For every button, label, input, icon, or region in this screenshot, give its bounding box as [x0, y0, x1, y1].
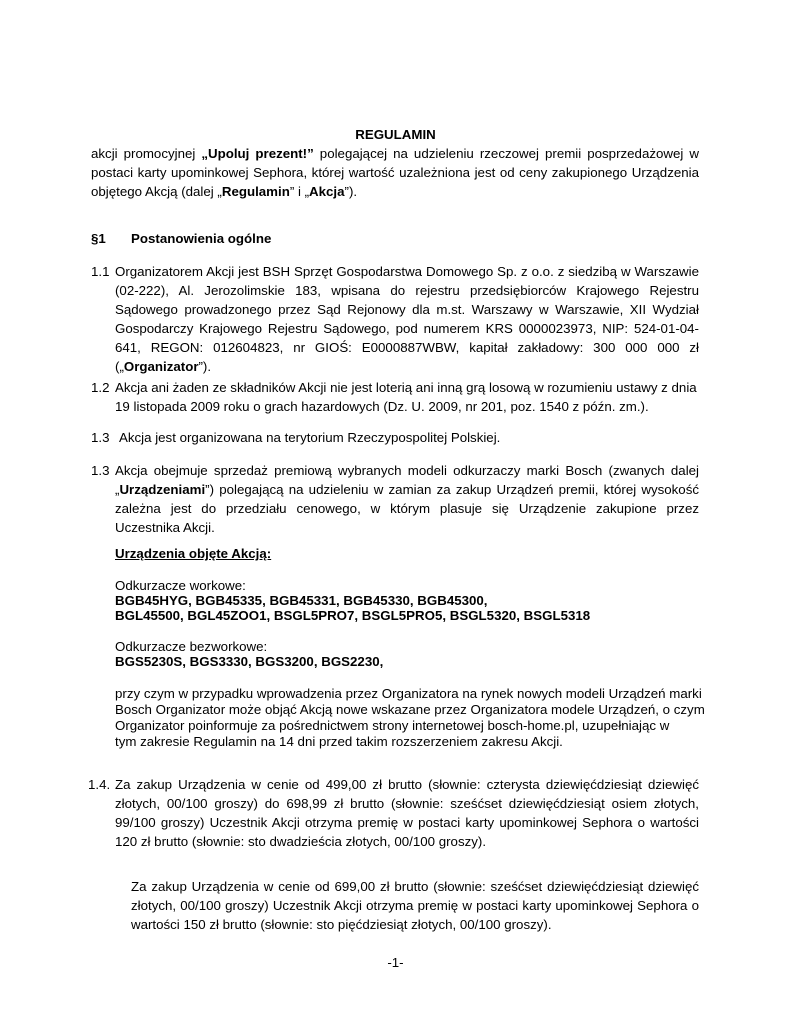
section-number: §1 — [91, 231, 106, 246]
paragraph-number: 1.1 — [91, 264, 110, 279]
new-models-note-line-3: Organizator poinformuje za pośrednictwem strony internetowej bosch-home.pl, uzupełniając w — [115, 718, 670, 733]
bag-vacuums-label: Odkurzacze workowe: — [115, 578, 246, 593]
paragraph-text: Za zakup Urządzenia w cenie od 499,00 zł brutto (słownie: czterysta dziewięćdziesiąt dziewięć złotych, 00/100 groszy) do 698,99 zł brutto (słownie: sześćset dziewięćdziesiąt osiem złotych, 99/100 groszy) Uczestnik Akcji otrzyma premię w postaci karty upominkowej Sephora o wartości 120 zł brutto (słownie: sto dwadzieścia złotych, 00/100 groszy). — [115, 777, 699, 849]
paragraph-number: 1.2 — [91, 380, 110, 395]
paragraph-text: Akcja jest organizowana na terytorium Rzeczypospolitej Polskiej. — [119, 430, 501, 445]
paragraph-1-3-devices — [91, 461, 699, 537]
new-models-note-line-1: przy czym w przypadku wprowadzenia przez Organizatora na rynek nowych modeli Urządzeń marki — [115, 686, 702, 701]
quote-close: ”). — [198, 359, 212, 374]
paragraph-1-1 — [91, 262, 699, 376]
intro-text-mid: polegającej na udzieleniu rzeczowej premii posprzedażowej w postaci karty upominkowej Sephora, której wartość uzależniona jest od ceny zakupionego Urządzenia objętego Akcją (dalej „ — [91, 146, 699, 199]
paragraph-1-3-territory — [91, 428, 699, 447]
term-urzadzenia: Urządzeniami — [119, 482, 206, 497]
new-models-note-line-2: Bosch Organizator może objąć Akcją nowe wskazane przez Organizatora modele Urządzeń, o czym — [115, 702, 705, 717]
paragraph-number: 1.3 — [91, 430, 110, 445]
paragraph-number: 1.4. — [88, 777, 111, 792]
section-title: Postanowienia ogólne — [131, 231, 272, 246]
paragraph-1-2 — [91, 378, 699, 416]
quote-open: „ — [119, 359, 124, 374]
term-organizator: Organizator — [123, 359, 199, 374]
term-akcja: Akcja — [309, 184, 345, 199]
paragraph-1-4 — [88, 775, 699, 851]
page-number: -1- — [387, 955, 404, 970]
bagless-vacuum-models: BGS5230S, BGS3330, BGS3200, BGS2230, — [115, 654, 384, 669]
paragraph-text — [115, 461, 699, 537]
intro-paragraph — [91, 144, 699, 201]
devices-heading: Urządzenia objęte Akcją: — [115, 546, 272, 561]
intro-text-and: ” i „ — [289, 184, 310, 199]
paragraph-number: 1.3 — [91, 463, 110, 478]
document-title: REGULAMIN — [355, 127, 436, 142]
bag-vacuum-models-line-1: BGB45HYG, BGB45335, BGB45331, BGB45330, BGB45300, — [115, 593, 488, 608]
bag-vacuum-models-line-2: BGL45500, BGL45ZOO1, BSGL5PRO7, BSGL5PRO5, BSGL5320, BSGL5318 — [115, 608, 591, 623]
organizer-text: Organizatorem Akcji jest BSH Sprzęt Gospodarstwa Domowego Sp. z o.o. z siedzibą w Warszawie (02-222), Al. Jerozolimskie 183, wpisana do rejestru przedsiębiorców Krajowego Rejestru Sądowego prowadzonego przez Sąd Rejonowy dla m.st. Warszawy w Warszawie, XII Wydział Gospodarczy Krajowego Rejestru Sądowego, pod numerem KRS 0000023973, NIP: 524-01-04-641, REGON: 012604823, nr GIOŚ: E0000887WBW, kapitał zakładowy: 300 000 000 zł ( — [115, 264, 699, 374]
devices-text-post: ”) polegającą na udzieleniu w zamian za zakup Urządzeń premii, której wysokość zależna jest do przedziału cenowego, w którym plasuje się Urządzenie zakupione przez Uczestnika Akcji. — [115, 482, 699, 535]
promotion-name: „Upoluj prezent!” — [201, 146, 314, 161]
intro-text-end: ”). — [344, 184, 358, 199]
intro-text-pre: akcji promocyjnej — [91, 146, 202, 161]
term-regulamin: Regulamin — [221, 184, 290, 199]
paragraph-text — [115, 262, 699, 376]
paragraph-1-4-second-tier: Za zakup Urządzenia w cenie od 699,00 zł brutto (słownie: sześćset dziewięćdziesiąt dziewięć złotych, 00/100 groszy) Uczestnik Akcji otrzyma premię w postaci karty upominkowej Sephora o wartości 150 zł brutto (słownie: sto pięćdziesiąt złotych, 00/100 groszy). — [131, 879, 699, 932]
new-models-note-line-4: tym zakresie Regulamin na 14 dni przed takim rozszerzeniem zakresu Akcji. — [115, 734, 563, 749]
devices-text-pre: Akcja obejmuje sprzedaż premiową wybranych modeli odkurzaczy marki Bosch (zwanych dalej „ — [115, 463, 699, 497]
paragraph-text: Akcja ani żaden ze składników Akcji nie jest loterią ani inną grą losową w rozumieniu ustawy z dnia 19 listopada 2009 roku o grach hazardowych (Dz. U. 2009, nr 201, poz. 1540 z późn. zm.). — [115, 380, 697, 414]
bagless-vacuums-label: Odkurzacze bezworkowe: — [115, 639, 268, 654]
